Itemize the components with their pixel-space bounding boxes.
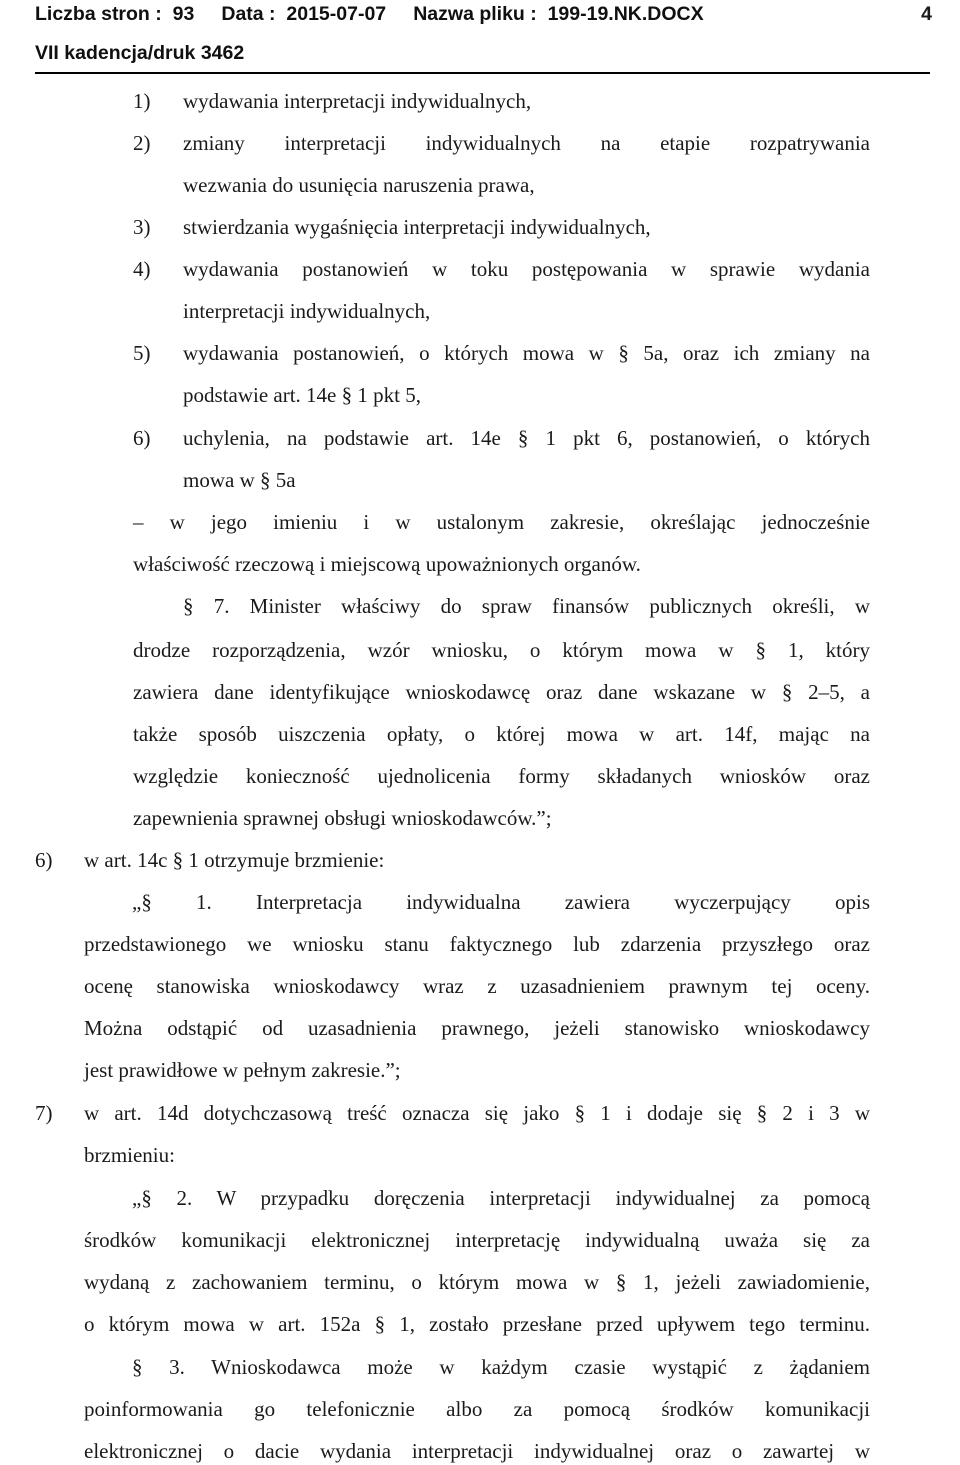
text-line: w art. 14c § 1 otrzymuje brzmienie: xyxy=(84,848,385,872)
item-number: 6) xyxy=(35,848,53,872)
text-line: wydaną z zachowaniem terminu, o którym mowa w § 1, jeżeli zawiadomienie, xyxy=(84,1270,870,1294)
text-line: środków komunikacji elektronicznej interpretację indywidualną uważa się za xyxy=(84,1228,870,1252)
text-line: także sposób uiszczenia opłaty, o której mowa w art. 14f, mając na xyxy=(133,722,870,746)
text-line: mowa w § 5a xyxy=(183,468,296,492)
text-line: Można odstąpić od uzasadnienia prawnego, jeżeli stanowisko wnioskodawcy xyxy=(84,1016,870,1040)
text-line: „§ 1. Interpretacja indywidualna zawiera wyczerpujący opis xyxy=(132,890,870,914)
text-line: o którym mowa w art. 152a § 1, zostało przesłane przed upływem tego terminu. xyxy=(84,1312,870,1336)
text-line: wydawania postanowień, o których mowa w § 5a, oraz ich zmiany na xyxy=(183,341,870,365)
text-line: „§ 2. W przypadku doręczenia interpretacji indywidualnej za pomocą xyxy=(132,1186,870,1210)
text-line: podstawie art. 14e § 1 pkt 5, xyxy=(183,383,421,407)
text-line: – w jego imieniu i w ustalonym zakresie, określając jednocześnie xyxy=(133,510,870,534)
item-number: 2) xyxy=(133,131,151,155)
text-line: jest prawidłowe w pełnym zakresie.”; xyxy=(84,1058,401,1082)
item-number: 5) xyxy=(133,341,151,365)
text-line: uchylenia, na podstawie art. 14e § 1 pkt 6, postanowień, o których xyxy=(183,426,870,450)
header-rule xyxy=(35,72,930,74)
text-line: zawiera dane identyfikujące wnioskodawcę oraz dane wskazane w § 2–5, a xyxy=(133,680,870,704)
text-line: brzmieniu: xyxy=(84,1143,175,1167)
item-number: 6) xyxy=(133,426,151,450)
text-line: przedstawionego we wniosku stanu faktycznego lub zdarzenia przyszłego oraz xyxy=(84,932,870,956)
text-line: wydawania interpretacji indywidualnych, xyxy=(183,89,532,113)
item-number: 1) xyxy=(133,89,151,113)
text-line: drodze rozporządzenia, wzór wniosku, o którym mowa w § 1, który xyxy=(133,638,870,662)
document-header: Liczba stron : 93 Data : 2015-07-07 Nazwa pliku : 199-19.NK.DOCX xyxy=(35,3,704,25)
text-line: § 3. Wnioskodawca może w każdym czasie wystąpić z żądaniem xyxy=(132,1355,870,1379)
item-number: 4) xyxy=(133,257,151,281)
text-line: stwierdzania wygaśnięcia interpretacji indywidualnych, xyxy=(183,215,651,239)
text-line: interpretacji indywidualnych, xyxy=(183,299,431,323)
print-number: VII kadencja/druk 3462 xyxy=(35,42,245,64)
text-line: właściwość rzeczową i miejscową upoważnionych organów. xyxy=(133,552,641,576)
text-line: zapewnienia sprawnej obsługi wnioskodawców.”; xyxy=(133,806,552,830)
text-line: wydawania postanowień w toku postępowania w sprawie wydania xyxy=(183,257,870,281)
item-number: 3) xyxy=(133,215,151,239)
item-number: 7) xyxy=(35,1101,53,1125)
page-number: 4 xyxy=(921,3,932,25)
text-line: w art. 14d dotychczasową treść oznacza się jako § 1 i dodaje się § 2 i 3 w xyxy=(84,1101,870,1125)
text-line: względzie konieczność ujednolicenia formy składanych wniosków oraz xyxy=(133,764,870,788)
text-line: wezwania do usunięcia naruszenia prawa, xyxy=(183,173,535,197)
text-line: ocenę stanowiska wnioskodawcy wraz z uzasadnieniem prawnym tej oceny. xyxy=(84,974,870,998)
text-line: elektronicznej o dacie wydania interpretacji indywidualnej oraz o zawartej w xyxy=(84,1439,870,1463)
text-line: § 7. Minister właściwy do spraw finansów publicznych określi, w xyxy=(183,594,870,618)
text-line: poinformowania go telefonicznie albo za pomocą środków komunikacji xyxy=(84,1397,870,1421)
text-line: zmiany interpretacji indywidualnych na etapie rozpatrywania xyxy=(183,131,870,155)
